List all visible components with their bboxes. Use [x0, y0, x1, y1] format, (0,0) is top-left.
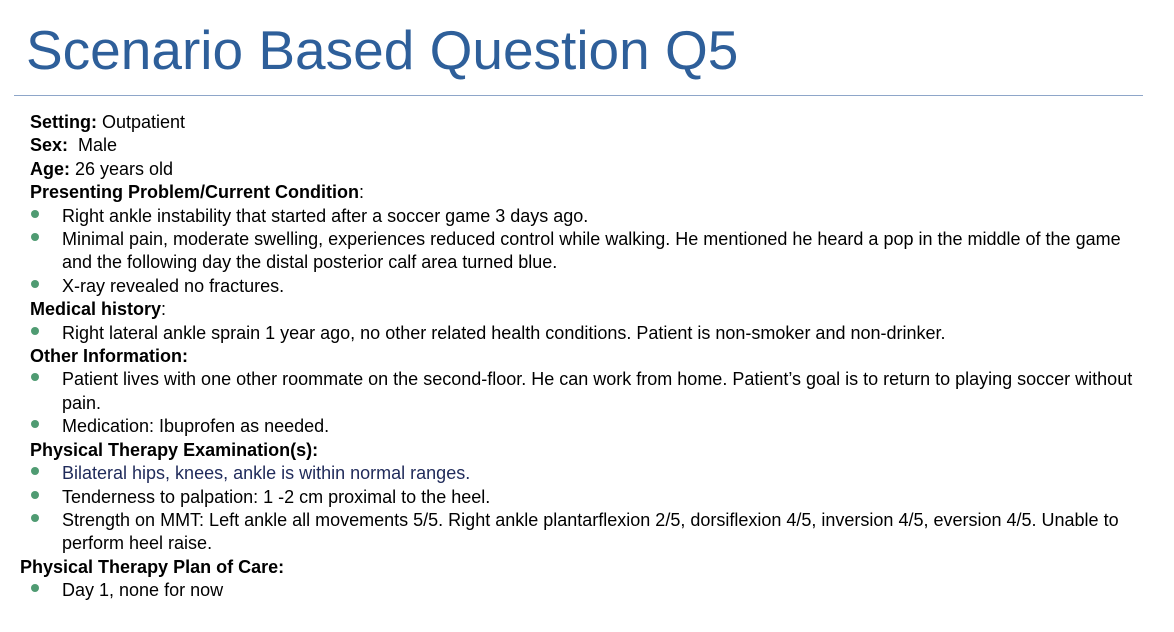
bullet-icon: [31, 210, 39, 218]
medical-history-heading-suffix: :: [161, 299, 167, 320]
medical-history-list: [30, 322, 1150, 345]
bullet-icon: [31, 327, 39, 335]
sex-label: Sex:: [30, 135, 69, 156]
list-item: [30, 415, 1150, 438]
setting-value: Outpatient: [97, 112, 186, 132]
presenting-problem-heading-suffix: :: [359, 182, 365, 203]
bullet-icon: [31, 233, 39, 241]
list-item: [30, 368, 1150, 415]
other-information-list: [30, 368, 1150, 438]
list-item-text: Patient lives with one other roommate on the second-floor. He can work from home. Patient’s goal is to return to playing soccer without pain.: [62, 369, 1133, 413]
pt-plan-of-care-list: [30, 579, 1150, 602]
presenting-problem-list: [30, 205, 1150, 299]
bullet-icon: [31, 491, 39, 499]
slide-body: [20, 111, 1150, 603]
bullet-icon: [31, 467, 39, 475]
slide-title: Scenario Based Question Q5: [26, 19, 739, 81]
list-item: [30, 205, 1150, 228]
age-value: 26 years old: [70, 158, 174, 179]
pt-examination-heading: Physical Therapy Examination(s):: [30, 439, 319, 460]
bullet-icon: [31, 584, 39, 592]
title-divider: [14, 95, 1143, 96]
list-item-text: Strength on MMT: Left ankle all movements 5/5. Right ankle plantarflexion 2/5, dorsiflexion 4/5, inversion 4/5, eversion 4/5. Unable to perform heel raise.: [62, 509, 1119, 554]
presenting-problem-heading: [30, 181, 1150, 204]
bullet-icon: [31, 514, 39, 522]
list-item: [30, 486, 1150, 509]
list-item-text: Day 1, none for now: [62, 580, 224, 601]
bullet-icon: [31, 373, 39, 381]
list-item: [30, 579, 1150, 602]
pt-examination-list: [30, 462, 1150, 556]
sex-line: [30, 134, 1150, 157]
list-item: [30, 322, 1150, 345]
list-item: [30, 275, 1150, 298]
age-line: [30, 158, 1150, 181]
list-item: [30, 228, 1150, 275]
list-item-text: Minimal pain, moderate swelling, experiences reduced control while walking. He mentioned he heard a pop in the middle of the game and the following day the distal posterior calf area turned blue.: [62, 229, 1121, 273]
list-item: [30, 509, 1150, 556]
list-item-text: X-ray revealed no fractures.: [62, 275, 285, 296]
list-item-text: Right lateral ankle sprain 1 year ago, no other related health conditions. Patient is non-smoker and non-drinker.: [62, 322, 946, 343]
list-item-text: Medication: Ibuprofen as needed.: [62, 416, 330, 437]
bullet-icon: [31, 420, 39, 428]
list-item-text: Bilateral hips, knees, ankle is within normal ranges.: [62, 463, 471, 484]
setting-label: Setting:: [30, 112, 97, 132]
medical-history-heading: [30, 298, 1150, 321]
other-information-heading: Other Information:: [30, 346, 188, 367]
sex-value: Male: [68, 135, 118, 156]
presenting-problem-heading-text: Presenting Problem/Current Condition: [30, 182, 360, 203]
age-label: Age:: [30, 158, 70, 179]
bullet-icon: [31, 280, 39, 288]
list-item-text: Tenderness to palpation: 1 -2 cm proximal to the heel.: [62, 486, 491, 507]
pt-plan-of-care-heading: Physical Therapy Plan of Care:: [20, 556, 285, 577]
setting-line: [30, 111, 1150, 134]
medical-history-heading-text: Medical history: [30, 299, 162, 320]
list-item-text: Right ankle instability that started after a soccer game 3 days ago.: [62, 205, 589, 226]
list-item: [30, 462, 1150, 485]
